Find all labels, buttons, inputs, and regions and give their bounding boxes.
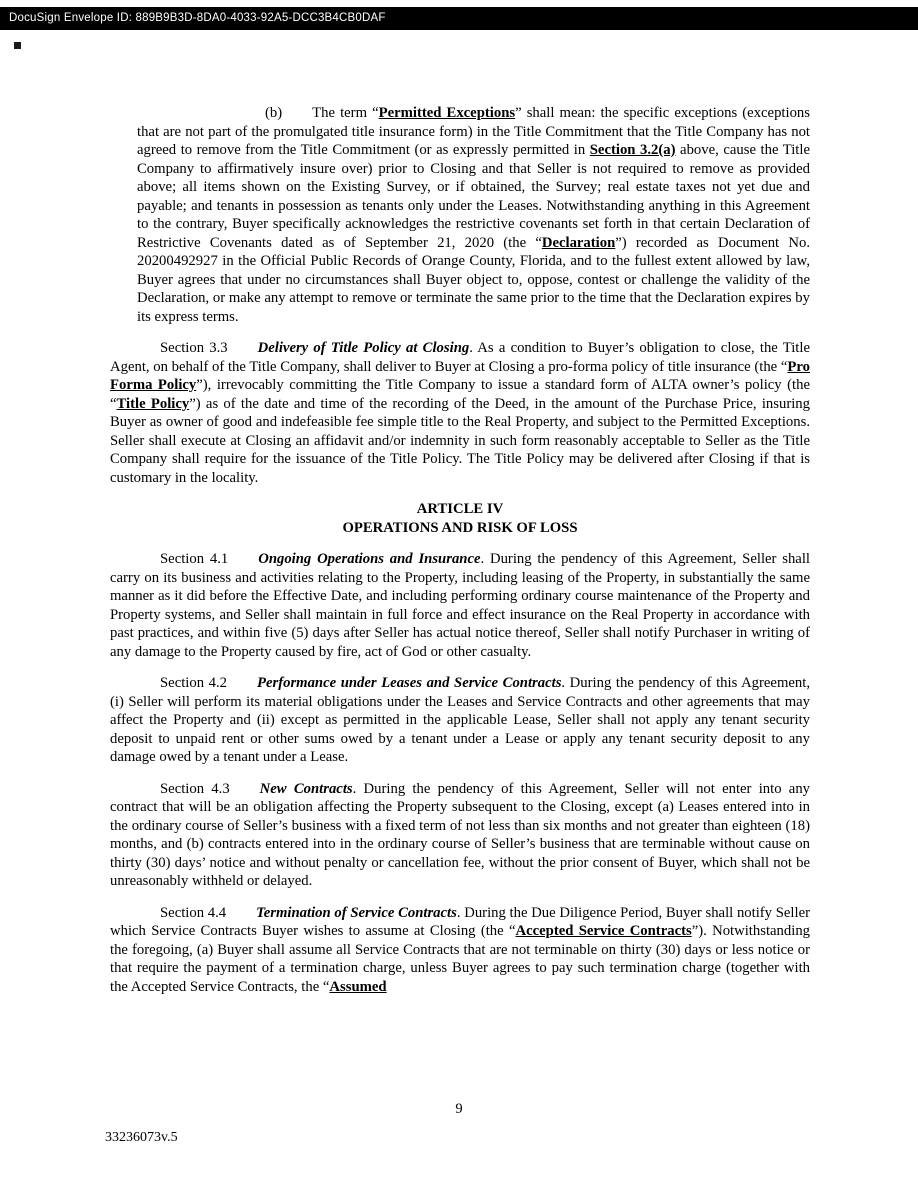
heading-operations-and-risk-of-loss (110, 519, 810, 538)
text-run: above, cause the Title Company to affirmatively insure over) prior to Closing and that Seller is not required to remove as provided above; all items shown on the Existing Survey, or if obtained, the Survey; real estate taxes not yet due and payable; and tenants in possession as tenants only under the Leases. Notwithstanding anything in this Agreement to the contrary, Buyer specifically acknowledges the restrictive covenants set forth in that certain Declaration of Restrictive Covenants dated as of September 21, 2020 (the “ (137, 142, 810, 251)
text-run: Section 4.4 (160, 904, 227, 921)
text-run: OPERATIONS AND RISK OF LOSS (342, 519, 578, 536)
text-run: ”) as of the date and time of the recording of the Deed, in the amount of the Purchase Price, insuring Buyer as owner of good and indefeasible fee simple title to the Real Property, and subject to the Permitted Exceptions. Seller shall execute at Closing an affidavit and/or indemnity in such form reasonably acceptable to Seller as the Title Company shall require for the issuance of the Title Policy. The Title Policy may be delivered after Closing if that is customary in the locality. (110, 395, 810, 486)
document-version-number: 33236073v.5 (105, 1130, 178, 1145)
text-run: The term “ (312, 105, 379, 121)
paragraph-section-4-3 (110, 780, 810, 891)
text-run: Section 3.2(a) (589, 142, 676, 158)
text-run: Permitted Exceptions (378, 105, 516, 121)
text-run: Section 3.3 (160, 340, 228, 356)
text-run: Ongoing Operations and Insurance (258, 551, 481, 567)
text-run: Section 4.3 (160, 780, 230, 797)
scan-artifact-mark (14, 42, 21, 49)
text-run: . During the Due Diligence Period, Buyer shall notify Seller which Service Contracts Buyer wishes to assume at Closing (the “ (110, 904, 810, 939)
text-run: ”), irrevocably committing the Title Company to issue a standard form of ALTA owner’s policy (the “ (110, 377, 810, 412)
text-run: . During the pendency of this Agreement, Seller shall carry on its business and activities relating to the Property, including leasing of the Property, in substantially the same manner as it did before the Effective Date, and including performing ordinary course maintenance of the Property and Property systems, and Seller shall maintain in full force and effect insurance on the Real Property in accordance with past practices, and within five (5) days after Seller has actual notice thereof, Seller shall notify Purchaser in writing of any damage to the Property caused by fire, act of God or other casualty. (110, 551, 810, 660)
heading-article-iv (110, 500, 810, 519)
text-run: . As a condition to Buyer’s obligation to close, the Title Agent, on behalf of the Title Company, shall deliver to Buyer at Closing a pro-forma policy of title insurance (the “ (110, 340, 810, 375)
paragraph-section-4-4 (110, 904, 810, 997)
text-run: Accepted Service Contracts (515, 923, 692, 939)
text-run: Delivery of Title Policy at Closing (257, 340, 470, 356)
docusign-envelope-bar (0, 7, 918, 30)
paragraph-section-3-3 (110, 339, 810, 487)
page-number: 9 (455, 1101, 463, 1117)
document-body (110, 104, 810, 1009)
text-run: Title Policy (116, 395, 190, 412)
paragraph-permitted-exceptions (137, 104, 810, 326)
text-run: New Contracts (259, 780, 353, 797)
text-run: ”) recorded as Document No. 20200492927 in the Official Public Records of Orange County, Florida, and to the fullest extent allowed by law, Buyer agrees that under no circumstances shall Buyer object to, oppose, contest or challenge the validity of the Declaration, or make any attempt to remove or terminate the same prior to the time that the Declaration expires by its express terms. (137, 234, 810, 325)
text-run: Termination of Service Contracts (256, 904, 457, 921)
text-run: Performance under Leases and Service Contracts (257, 675, 562, 691)
text-run: Pro Forma Policy (110, 358, 810, 393)
paragraph-section-4-1 (110, 550, 810, 661)
text-run: . During the pendency of this Agreement, (i) Seller will perform its material obligations under the Leases and Service Contracts and other agreements that may affect the Property and (ii) except as permitted in the applicable Lease, Seller shall not apply any tenant security deposit to unpaid rent or other sums owed by a tenant under a Lease or apply any tenant security deposit to any damage owed by a tenant under a Lease. (110, 675, 810, 765)
text-run: ARTICLE IV (416, 501, 504, 517)
text-run: . During the pendency of this Agreement, Seller will not enter into any contract that will be an obligation affecting the Property subsequent to the Closing, except (a) Leases entered into in the ordinary course of Seller’s business with a fixed term of not less than six months and not greater than eighteen (18) months, and (b) contracts entered into in the ordinary course of Seller’s business that are terminable without cause on thirty (30) days’ notice and without penalty or cancellation fee, without the prior consent of Buyer, which shall not be unreasonably withheld or delayed. (110, 780, 811, 889)
text-run: Assumed (329, 978, 387, 995)
text-run: Declaration (541, 234, 616, 251)
paragraph-section-4-2 (110, 674, 810, 767)
text-run: (b) (265, 105, 283, 121)
text-run: ”). Notwithstanding the foregoing, (a) Buyer shall assume all Service Contracts that are not terminable on thirty (30) days or less notice or that require the payment of a termination charge, unless Buyer agrees to pay such termination charge (together with the Accepted Service Contracts, the “ (110, 923, 811, 995)
text-run: Section 4.2 (160, 675, 227, 691)
text-run: Section 4.1 (160, 551, 229, 567)
docusign-envelope-id: DocuSign Envelope ID: 889B9B3D-8DA0-4033-92A5-DCC3B4CB0DAF (9, 12, 386, 24)
text-run: ” shall mean: the specific exceptions (exceptions that are not part of the promulgated title insurance form) in the Title Commitment that the Title Company has not agreed to remove from the Title Commitment (or as expressly permitted in (137, 105, 810, 158)
